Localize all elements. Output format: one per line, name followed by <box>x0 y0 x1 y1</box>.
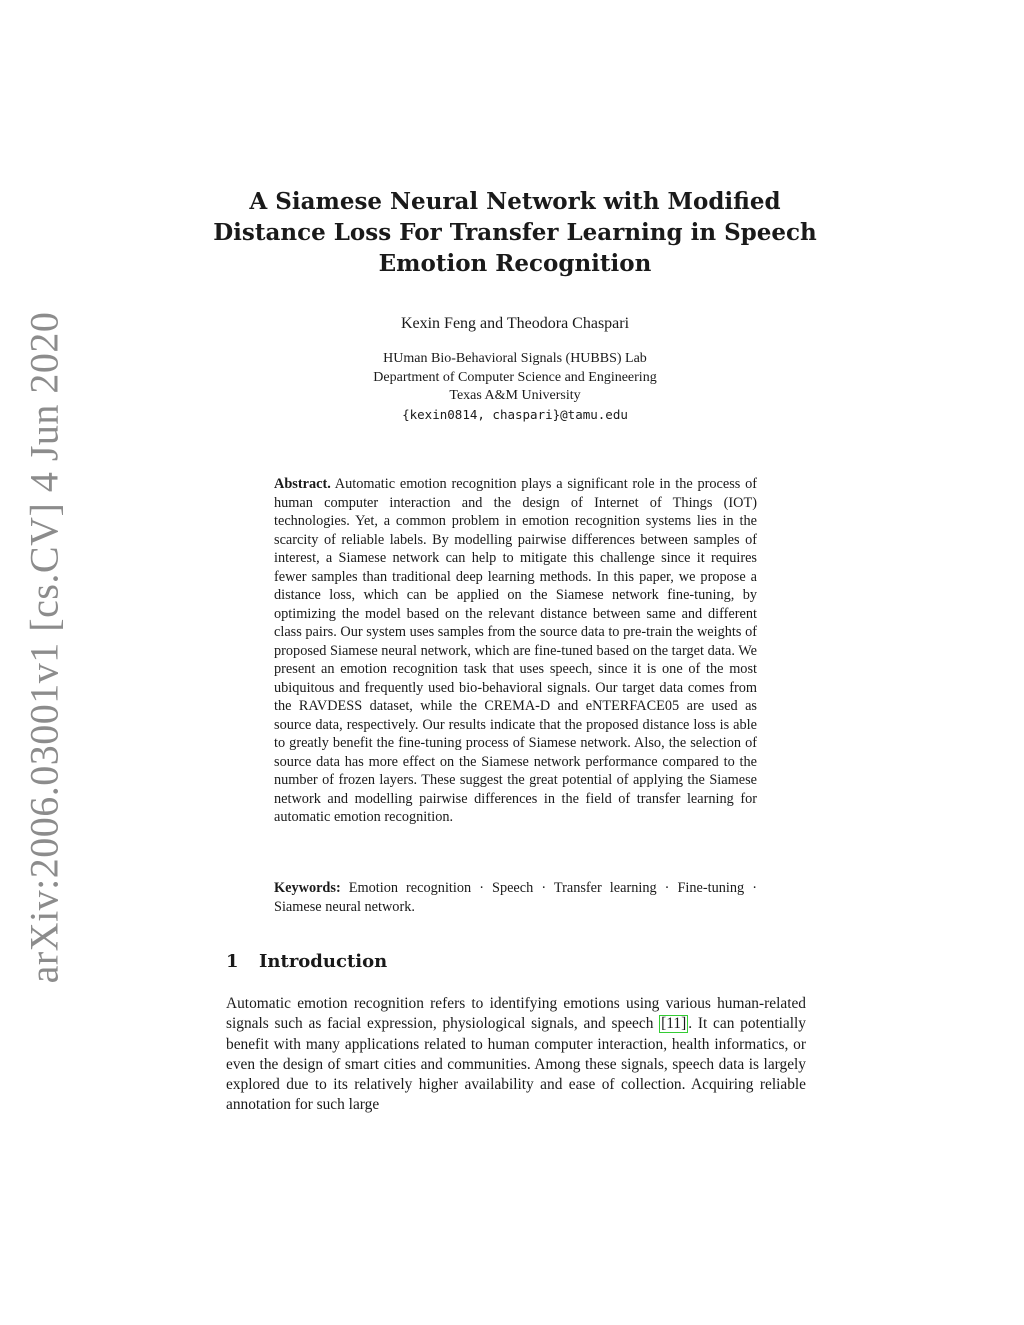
intro-text-part-1: Automatic emotion recognition refers to identifying emotions using various human-related signals such as facial expression, physiological signals, and speech <box>226 995 806 1033</box>
keywords <box>274 879 757 916</box>
author-email: {kexin0814, chaspari}@tamu.edu <box>402 406 628 422</box>
section-number: 1 <box>226 951 239 972</box>
paper-authors: Kexin Feng and Theodora Chaspari <box>400 315 630 332</box>
citation-link[interactable]: [11] <box>661 1015 687 1033</box>
introduction-paragraph <box>226 994 806 1116</box>
section-heading-introduction <box>226 950 387 974</box>
abstract-text: Automatic emotion recognition plays a significant role in the process of human computer interaction and the design of Internet of Things (IOT) technologies. Yet, a common problem in emotion recognition systems lies in the scarcity of reliable labels. By modelling pairwise differences between samples of interest, a Siamese network can help to mitigate this challenge since it requires fewer samples than traditional deep learning methods. In this paper, we propose a distance loss, which can be applied on the Siamese network fine-tuning, by optimizing the model based on the relevant distance between same and different class pairs. Our system uses samples from the source data to pre-train the weights of proposed Siamese neural network, which are fine-tuned based on the target data. We present an emotion recognition task that uses speech, since it is one of the most ubiquitous and frequently used bio-behavioral signals. Our target data comes from the RAVDESS dataset, while the CREMA-D and eNTERFACE05 are used as source data, respectively. Our results indicate that the proposed distance loss is able to greatly benefit the fine-tuning process of Siamese network. Also, the selection of source data has more effect on the Siamese network performance compared to the number of frozen layers. These suggest the great potential of applying the Siamese network and modelling pairwise differences in the field of transfer learning for automatic emotion recognition. <box>274 476 757 825</box>
intro-text-part-2: . It can potentially benefit with many applications related to human computer interaction, health informatics, or even the design of smart cities and communities. Among these signals, speech data is largely explored due to its relatively higher availability and ease of collection. Acquiring reliable annotation for such large <box>226 1015 806 1114</box>
affiliation-lab: HUman Bio-Behavioral Signals (HUBBS) Lab <box>383 351 647 366</box>
affiliation-university: Texas A&M University <box>449 388 581 403</box>
keywords-text: Emotion recognition · Speech · Transfer learning · Fine-tuning · Siamese neural network. <box>274 880 757 915</box>
arxiv-identifier-text: arXiv:2006.03001v1 [cs.CV] 4 Jun 2020 <box>21 311 67 984</box>
section-title: Introduction <box>259 951 388 972</box>
author-affiliation <box>190 350 840 424</box>
abstract <box>274 475 757 827</box>
arxiv-identifier-stamp <box>20 311 68 984</box>
affiliation-department: Department of Computer Science and Engineering <box>373 369 657 385</box>
paper-title: A Siamese Neural Network with Modified Distance Loss For Transfer Learning in Speech Emotion Recognition <box>213 188 817 277</box>
abstract-label: Abstract. <box>274 476 331 492</box>
keywords-label: Keywords: <box>274 880 341 896</box>
